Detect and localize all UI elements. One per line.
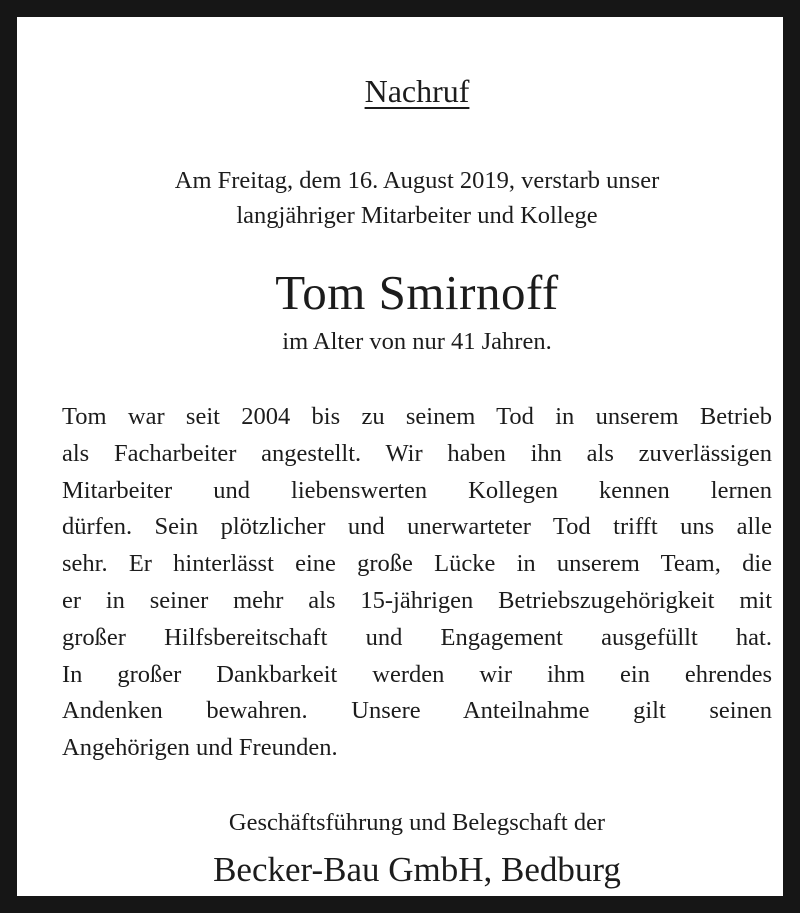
body-line: großer Hilfsbereitschaft und Engagement ausgefüllt hat.: [62, 623, 772, 651]
body-line: er in seiner mehr als 15-jährigen Betriebszugehörigkeit mit: [62, 586, 772, 614]
intro-line: Am Freitag, dem 16. August 2019, verstarb unser: [174, 167, 660, 194]
body-line: dürfen. Sein plötzlicher und unerwarteter Tod trifft uns alle: [62, 513, 772, 541]
deceased-name: Tom Smirnoff: [275, 265, 559, 320]
body-line: In großer Dankbarkeit werden wir ihm ein ehrendes: [62, 660, 772, 688]
intro-text: [17, 163, 800, 233]
body-line: als Facharbeiter angestellt. Wir haben ihn als zuverlässigen: [62, 439, 772, 467]
body-line: sehr. Er hinterlässt eine große Lücke in unserem Team, die: [62, 550, 772, 578]
obituary-title: Nachruf: [364, 73, 470, 109]
signature-line: Geschäftsführung und Belegschaft der: [228, 809, 606, 836]
age-line: im Alter von nur 41 Jahren.: [282, 328, 552, 355]
body-line: Angehörigen und Freunden.: [62, 734, 338, 762]
intro-line: langjähriger Mitarbeiter und Kollege: [236, 202, 598, 229]
body-line: Mitarbeiter und liebenswerten Kollegen kennen lernen: [62, 476, 772, 504]
company-name: Becker-Bau GmbH, Bedburg: [213, 850, 621, 889]
obituary-body: [62, 399, 772, 767]
body-line: Andenken bewahren. Unsere Anteilnahme gilt seinen: [62, 697, 772, 725]
body-line: Tom war seit 2004 bis zu seinem Tod in unserem Betrieb: [62, 403, 772, 430]
